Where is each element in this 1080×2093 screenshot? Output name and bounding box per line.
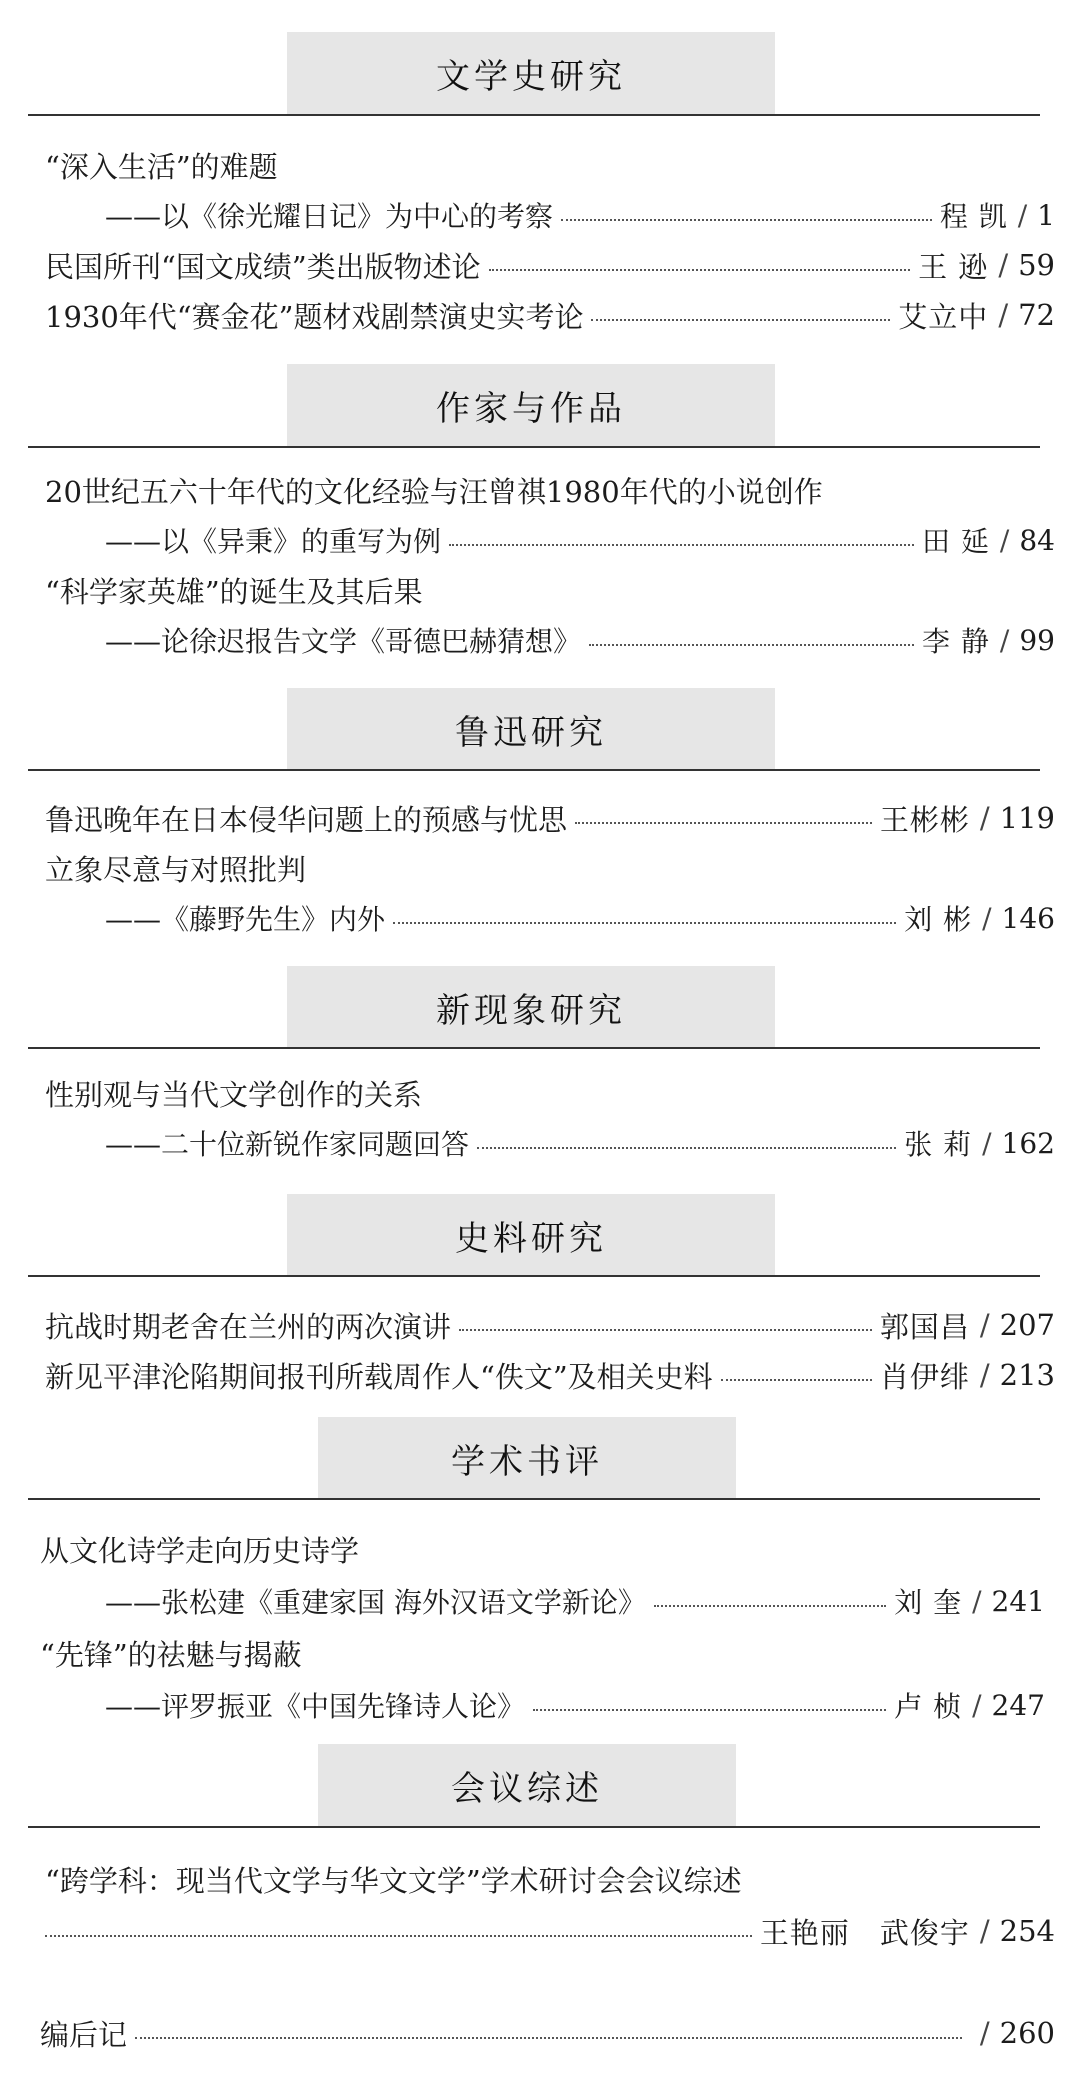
- page-number: 84: [1019, 523, 1055, 557]
- entry-author: 艾立中: [898, 299, 989, 334]
- page-separator: /: [979, 1914, 990, 1948]
- page-separator: /: [979, 801, 990, 835]
- page-separator: /: [999, 523, 1010, 557]
- page-separator: /: [1017, 198, 1028, 232]
- page-number: 99: [1019, 623, 1055, 657]
- leader-dots: [533, 1709, 886, 1711]
- page-number: 213: [999, 1358, 1055, 1392]
- page-number: 119: [999, 801, 1055, 835]
- entry-title: 性别观与当代文学创作的关系: [45, 1077, 423, 1112]
- section-divider: [28, 1498, 1040, 1500]
- entry-author: 刘 奎: [894, 1586, 963, 1619]
- entry-author: 王彬彬: [879, 802, 970, 837]
- toc-entry[interactable]: [105, 1680, 1045, 1730]
- toc-entry-title[interactable]: [40, 1628, 1055, 1678]
- leader-dots: [459, 1329, 872, 1331]
- section-divider: [28, 1275, 1040, 1277]
- entry-author: 张 莉: [904, 1128, 973, 1161]
- section-divider: [28, 769, 1040, 771]
- page-number: 162: [1001, 1126, 1055, 1160]
- toc-entry[interactable]: [45, 1906, 1055, 1956]
- entry-title: ——张松建《重建家国 海外汉语文学新论》: [105, 1586, 646, 1619]
- toc-entry-title[interactable]: [45, 140, 1055, 190]
- leader-dots: [477, 1147, 896, 1149]
- section-header: [318, 1744, 736, 1826]
- entry-title: 1930年代“赛金花”题材戏剧禁演史实考论: [45, 299, 584, 334]
- entry-title: “科学家英雄”的诞生及其后果: [45, 574, 423, 609]
- page-separator: /: [979, 2016, 990, 2050]
- section-header: [287, 966, 775, 1048]
- entry-title: 编后记: [40, 2017, 128, 2052]
- page-separator: /: [982, 1126, 992, 1160]
- entry-title: ——以《异秉》的重写为例: [105, 525, 442, 558]
- section-title: 史料研究: [455, 1218, 607, 1259]
- section-title: 作家与作品: [436, 388, 626, 429]
- leader-dots: [591, 319, 890, 321]
- toc-entry[interactable]: [105, 1576, 1045, 1626]
- page-number: 241: [991, 1584, 1045, 1618]
- toc-entry-title[interactable]: [45, 843, 1055, 893]
- toc-entry[interactable]: [105, 1118, 1055, 1168]
- section-title: 会议综述: [451, 1768, 603, 1809]
- entry-author: 李 静: [922, 625, 990, 658]
- page-separator: /: [979, 1308, 990, 1342]
- section-title: 鲁迅研究: [455, 712, 607, 753]
- leader-dots: [561, 219, 932, 221]
- leader-dots: [449, 544, 914, 546]
- page-separator: /: [972, 1584, 982, 1618]
- leader-dots: [575, 822, 872, 824]
- section-header: [287, 1194, 775, 1276]
- toc-entry[interactable]: [40, 2008, 1055, 2058]
- section-header: [287, 688, 775, 770]
- entry-title: 抗战时期老舍在兰州的两次演讲: [45, 1309, 452, 1344]
- toc-entry[interactable]: [45, 240, 1055, 290]
- section-header: [318, 1417, 736, 1499]
- toc-entry[interactable]: [105, 190, 1055, 240]
- entry-title: ——论徐迟报告文学《哥德巴赫猜想》: [105, 625, 582, 658]
- entry-title: 20世纪五六十年代的文化经验与汪曾祺1980年代的小说创作: [45, 474, 823, 509]
- entry-author: 田 延: [922, 525, 990, 558]
- page-separator: /: [999, 623, 1010, 657]
- leader-dots: [654, 1605, 886, 1607]
- toc-entry[interactable]: [45, 1300, 1055, 1350]
- leader-dots: [489, 269, 910, 271]
- page-number: 254: [999, 1914, 1055, 1948]
- entry-author: 肖伊绯: [879, 1359, 970, 1394]
- entry-title: ——评罗振亚《中国先锋诗人论》: [105, 1690, 526, 1723]
- page-number: 72: [1018, 298, 1055, 332]
- section-title: 文学史研究: [436, 56, 626, 97]
- section-divider: [28, 446, 1040, 448]
- entry-title: 新见平津沦陷期间报刊所载周作人“佚文”及相关史料: [45, 1359, 713, 1394]
- toc-entry[interactable]: [45, 290, 1055, 340]
- page-number: 59: [1018, 248, 1055, 282]
- entry-title: “跨学科：现当代文学与华文文学”学术研讨会会议综述: [45, 1863, 742, 1898]
- toc-entry[interactable]: [45, 793, 1055, 843]
- page-separator: /: [982, 901, 992, 935]
- entry-title: 从文化诗学走向历史诗学: [40, 1533, 360, 1568]
- leader-dots: [45, 1935, 752, 1937]
- toc-entry[interactable]: [105, 893, 1055, 943]
- entry-title: ——《藤野先生》内外: [105, 903, 386, 936]
- section-title: 新现象研究: [436, 990, 626, 1031]
- page-number: 207: [999, 1308, 1055, 1342]
- toc-entry-title[interactable]: [45, 565, 1055, 615]
- entry-title: ——以《徐光耀日记》为中心的考察: [105, 200, 554, 233]
- entry-author: 王 逊: [918, 249, 989, 284]
- page-number: 260: [999, 2016, 1055, 2050]
- toc-entry-title[interactable]: [45, 1854, 1055, 1904]
- entry-title: 立象尽意与对照批判: [45, 852, 307, 887]
- entry-author: 王艳丽 武俊宇: [759, 1915, 970, 1950]
- entry-title: “深入生活”的难题: [45, 149, 278, 184]
- section-title: 学术书评: [451, 1441, 603, 1482]
- page-separator: /: [998, 248, 1009, 282]
- section-header: [287, 364, 775, 446]
- leader-dots: [589, 644, 914, 646]
- entry-title: 鲁迅晚年在日本侵华问题上的预感与忧思: [45, 802, 568, 837]
- section-header: [287, 32, 775, 114]
- page-number: 1: [1037, 198, 1055, 232]
- entry-title: 民国所刊“国文成绩”类出版物述论: [45, 249, 481, 284]
- page-separator: /: [972, 1688, 982, 1722]
- toc-entry-title[interactable]: [40, 1524, 1055, 1574]
- page-separator: /: [998, 298, 1009, 332]
- toc-entry-title[interactable]: [45, 1068, 1055, 1118]
- section-divider: [28, 114, 1040, 116]
- entry-author: 卢 桢: [894, 1690, 963, 1723]
- toc-entry[interactable]: [45, 1350, 1055, 1400]
- entry-author: 郭国昌: [879, 1309, 970, 1344]
- page-number: 146: [1001, 901, 1055, 935]
- page-separator: /: [979, 1358, 990, 1392]
- leader-dots: [721, 1379, 872, 1381]
- entry-title: “先锋”的祛魅与揭蔽: [40, 1637, 302, 1672]
- section-divider: [28, 1047, 1040, 1049]
- toc-entry[interactable]: [105, 615, 1055, 665]
- toc-entry-title[interactable]: [45, 465, 1055, 515]
- leader-dots: [393, 922, 896, 924]
- leader-dots: [135, 2037, 962, 2039]
- entry-author: 程 凯: [939, 200, 1008, 233]
- toc-entry[interactable]: [105, 515, 1055, 565]
- entry-author: 刘 彬: [904, 903, 973, 936]
- section-divider: [28, 1826, 1040, 1828]
- page-number: 247: [991, 1688, 1045, 1722]
- entry-title: ——二十位新锐作家同题回答: [105, 1128, 470, 1161]
